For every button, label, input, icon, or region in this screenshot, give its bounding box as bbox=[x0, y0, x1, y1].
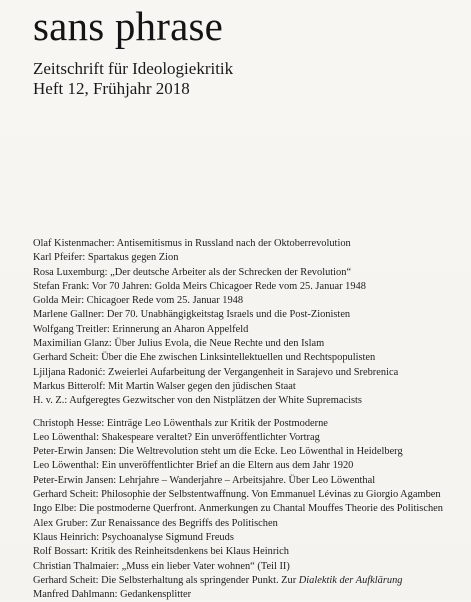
contents-entry bbox=[33, 545, 465, 559]
contents-entry bbox=[33, 394, 465, 408]
contents-entry-text: Leo Löwenthal: Shakespeare veraltet? Ein unveröffentlichter Vortrag bbox=[33, 431, 320, 443]
contents-entry bbox=[33, 351, 465, 365]
contents-entry-text: Olaf Kistenmacher: Antisemitismus in Russland nach der Oktoberrevolution bbox=[33, 238, 351, 249]
contents-entry-text: Christian Thalmaier: „Muss ein lieber Vater wohnen“ (Teil II) bbox=[33, 560, 290, 572]
contents-entry-text: Klaus Heinrich: Psychoanalyse Sigmund Freuds bbox=[33, 531, 234, 543]
journal-subtitle: Zeitschrift für Ideologiekritik bbox=[33, 59, 234, 78]
contents-entry bbox=[33, 280, 465, 294]
contents-entry-text: Ingo Elbe: Die postmoderne Querfront. Anmerkungen zu Chantal Mouffes Theorie des Politischen bbox=[33, 503, 443, 515]
journal-title: sans phrase bbox=[33, 3, 224, 49]
contents-entry-text: H. v. Z.: Aufgeregtes Gezwitscher von den Nistplätzen der White Supremacists bbox=[33, 395, 362, 407]
contents-entry-text: Markus Bitterolf: Mit Martin Walser gegen den jüdischen Staat bbox=[33, 380, 296, 392]
contents-entry bbox=[33, 308, 465, 322]
contents-entry bbox=[33, 531, 465, 545]
contents-entry-text: Marlene Gallner: Der 70. Unabhängigkeitstag Israels und die Post-Zionisten bbox=[33, 309, 351, 321]
contents-entry-text: Golda Meir: Chicagoer Rede vom 25. Januar 1948 bbox=[33, 295, 244, 307]
contents-entry bbox=[33, 417, 465, 431]
contents-entry-text: Gerhard Scheit: Die Selbsterhaltung als springender Punkt. Zur bbox=[33, 574, 299, 586]
contents-entry-text: Stefan Frank: Vor 70 Jahren: Golda Meirs Chicagoer Rede vom 25. Januar 1948 bbox=[33, 280, 366, 292]
contents-entry-text: Peter-Erwin Jansen: Die Weltrevolution steht um die Ecke. Leo Löwenthal in Heidelberg bbox=[33, 446, 403, 458]
contents-entry bbox=[33, 574, 465, 588]
contents-entry-text: Wolfgang Treitler: Erinnerung an Aharon Appelfeld bbox=[33, 323, 249, 335]
issue-info: Heft 12, Frühjahr 2018 bbox=[33, 79, 190, 98]
contents-entry-italic-title: Dialektik der Aufklärung bbox=[298, 574, 403, 586]
contents-entry bbox=[33, 380, 465, 394]
contents-entry bbox=[33, 502, 465, 516]
contents-entry bbox=[33, 237, 465, 251]
contents-entry bbox=[33, 431, 465, 445]
contents-entry-text: Maximilian Glanz: Über Julius Evola, die Neue Rechte und den Islam bbox=[33, 338, 325, 350]
table-of-contents bbox=[33, 237, 465, 602]
contents-entry-text: Ljiljana Radonić: Zweierlei Aufarbeitung der Vergangenheit in Sarajevo und Srebrenica bbox=[33, 366, 399, 378]
contents-entry bbox=[33, 323, 465, 337]
contents-entry-text: Alex Gruber: Zur Renaissance des Begriffs des Politischen bbox=[33, 517, 278, 529]
contents-entry-text: Peter-Erwin Jansen: Lehrjahre – Wanderjahre – Arbeitsjahre. Über Leo Löwenthal bbox=[33, 474, 376, 486]
contents-section-2 bbox=[33, 417, 465, 602]
contents-entry bbox=[33, 337, 465, 351]
contents-entry bbox=[33, 517, 465, 531]
contents-entry-text: Gerhard Scheit: Philosophie der Selbstentwaffnung. Von Emmanuel Lévinas zu Giorgio Agamben bbox=[33, 489, 441, 501]
contents-entry-text: Rosa Luxemburg: „Der deutsche Arbeiter als der Schrecken der Revolution“ bbox=[33, 266, 352, 278]
contents-entry bbox=[33, 366, 465, 380]
contents-entry bbox=[33, 266, 465, 280]
contents-entry bbox=[33, 488, 465, 502]
contents-entry-text: Gerhard Scheit: Über die Ehe zwischen Linksintellektuellen und Rechtspopulisten bbox=[33, 352, 376, 364]
contents-entry bbox=[33, 459, 465, 473]
contents-section-1 bbox=[33, 237, 465, 409]
contents-entry-text: Manfred Dahlmann: Gedankensplitter bbox=[33, 589, 192, 601]
contents-entry bbox=[33, 445, 465, 459]
contents-entry-text: Christoph Hesse: Einträge Leo Löwenthals zur Kritik der Postmoderne bbox=[33, 417, 328, 429]
contents-entry bbox=[33, 294, 465, 308]
contents-entry-text: Rolf Bossart: Kritik des Reinheitsdenkens bei Klaus Heinrich bbox=[33, 546, 289, 558]
contents-entry-text: Karl Pfeifer: Spartakus gegen Zion bbox=[33, 252, 179, 264]
contents-entry bbox=[33, 474, 465, 488]
contents-entry bbox=[33, 560, 465, 574]
contents-entry bbox=[33, 251, 465, 265]
contents-entry-text: Leo Löwenthal: Ein unveröffentlichter Brief an die Eltern aus dem Jahr 1920 bbox=[33, 460, 354, 472]
